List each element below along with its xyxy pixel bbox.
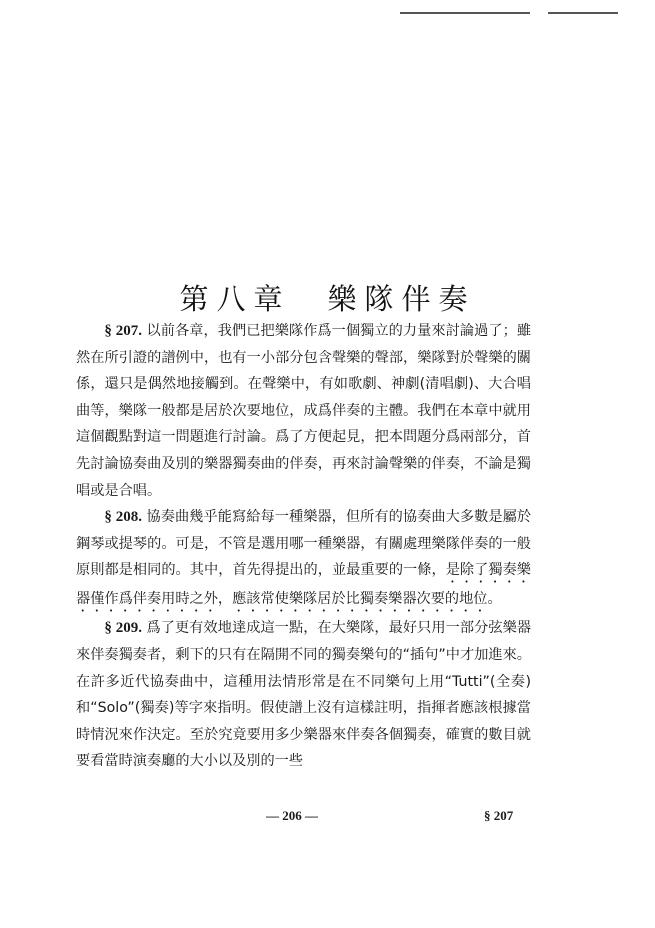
paragraph-text: 爲了更有效地達成這一點，在大樂隊，最好只用一部分弦樂器來伴奏獨奏者，剩下的只有在隔開不同的獨奏樂句的“插句”中才加進來。在許多近代協奏曲中，這種用法情形常是在不同樂句上用“Tutti”(全奏)和“Solo”(獨奏)等字來指明。假使譜上沒有這樣註明，指揮者應該根據當時情況來作決定。至於究竟要用多少樂器來伴奏各個獨奏，確實的數目就要看當時演奏廳的大小以及別的一些 <box>76 620 532 770</box>
top-edge-rule <box>400 12 530 14</box>
paragraph-end-punctuation: 。 <box>487 591 502 608</box>
running-section-ref: § 207 <box>484 808 514 823</box>
page-number: — 206 — <box>266 808 318 823</box>
paragraph-207 <box>76 318 531 504</box>
emphasized-text: 是除了獨奏樂器僅作爲伴奏用時之外，應該常使樂隊居於比獨奏樂器次要的地位 <box>76 562 531 608</box>
top-edge-rule <box>548 12 618 14</box>
paragraph-text: 以前各章，我們已把樂隊作爲一個獨立的力量來討論過了；雖然在所引證的譜例中，也有一小部分包含聲樂的聲部，樂隊對於聲樂的關係，還只是偶然地接觸到。在聲樂中，有如歌劇、神劇(清唱劇)、大合唱曲等，樂隊一般都是居於次要地位，成爲伴奏的主體。我們在本章中就用這個觀點對這一問題進行討論。爲了方便起見，把本問題分爲兩部分，首先討論協奏曲及別的樂器獨奏曲的伴奏，再來討論聲樂的伴奏，不論是獨唱或是合唱。 <box>76 323 532 499</box>
section-number: § 209. <box>104 620 142 637</box>
paragraph-text: 協奏曲幾乎能寫給每一種樂器，但所有的協奏曲大多數是屬於鋼琴或提琴的。可是，不管是選用哪一種樂器，有關處理樂隊伴奏的一般原則都是相同的。其中，首先得提出的，並最重要的一條， <box>76 509 532 579</box>
body-text <box>76 318 531 775</box>
section-number: § 207. <box>104 323 142 339</box>
section-number: § 208. <box>104 509 142 526</box>
chapter-title: 第八章 樂隊伴奏 <box>179 282 476 317</box>
paragraph-208 <box>76 504 531 615</box>
paragraph-209 <box>76 615 531 775</box>
